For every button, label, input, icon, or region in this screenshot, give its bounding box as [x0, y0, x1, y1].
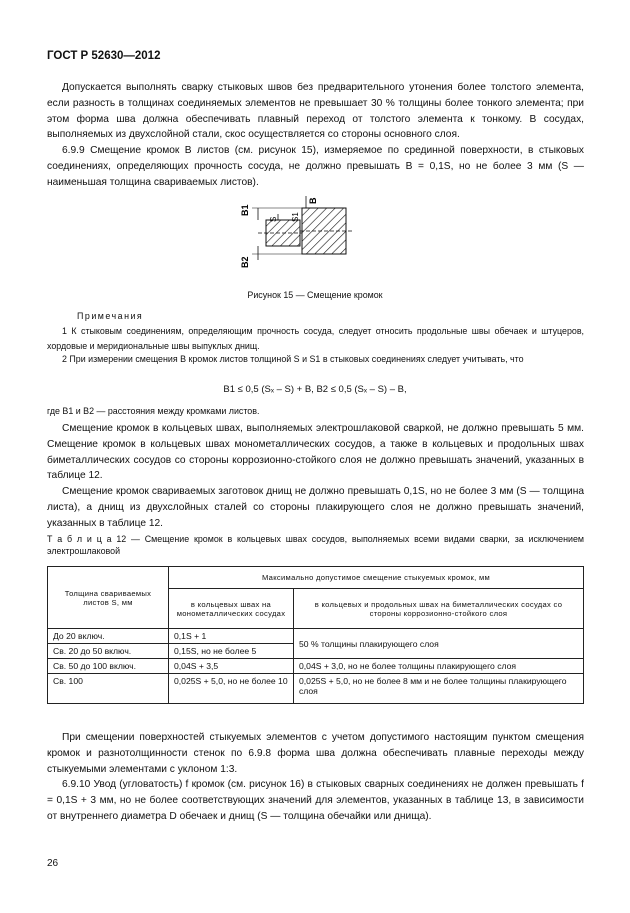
table-cell: Св. 50 до 100 включ. [48, 659, 169, 674]
paragraph-surface-offset: При смещении поверхностей стыкуемых элементов с учетом допустимого настоящим пунктом смещения кромок и разнотолщинности стенок по 6.9.8 форма шва должна обеспечивать плавные переходы между стыкуемыми элементами с уклоном 1:3. [47, 732, 584, 775]
th-thickness: Толщина свариваемых листов S, мм [48, 567, 169, 629]
note-1: 1 К стыковым соединениям, определяющим прочность сосуда, следует относить продольные швы обечаек и штуцеров, хордовые и меридиональные швы выпуклых днищ. [47, 326, 584, 351]
paragraph-6-9-9: 6.9.9 Смещение кромок B листов (см. рисунок 15), измеряемое по срединной поверхности, в стыковых соединениях, определяющих прочность сосуда, не должно превышать B = 0,1S, но не более 3 мм (S — наименьшая толщина свариваемых листов). [47, 145, 584, 188]
label-s1: S1 [291, 212, 300, 222]
table-cell: Св. 100 [48, 674, 169, 704]
notes-title: Примечания [77, 311, 144, 321]
paragraph-heads: Смещение кромок свариваемых заготовок днищ не должно превышать 0,1S, но не более 3 мм (S — толщина листа), а днищ из двухслойных сталей со стороны плакирующего слоя не должно превышать значений, указанных в таблице 12. [47, 486, 584, 529]
document-header: ГОСТ Р 52630—2012 [47, 50, 161, 62]
label-b: B [308, 197, 318, 204]
table-cell: Св. 20 до 50 включ. [48, 644, 169, 659]
table-cell: 0,025S + 5,0, но не более 8 мм и не более толщины плакирующего слоя [294, 674, 584, 704]
th-bimetal: в кольцевых и продольных швах на биметаллических сосудах со стороны коррозионно-стойкого слоя [294, 589, 584, 629]
table-cell: До 20 включ. [48, 629, 169, 644]
table-cell-merged: 50 % толщины плакирующего слоя [294, 629, 584, 659]
table-12-caption: Т а б л и ц а 12 — Смещение кромок в кольцевых швах сосудов, выполняемых всеми видами сварки, за исключением электрошлаковой [47, 534, 584, 556]
table-cell: 0,15S, но не более 5 [169, 644, 294, 659]
label-s: S [269, 216, 278, 222]
where-clause: где B1 и B2 — расстояния между кромками листов. [47, 406, 260, 416]
figure-15-edge-offset [236, 188, 356, 278]
table-cell: 0,04S + 3,5 [169, 659, 294, 674]
paragraph-electroslag: Смещение кромок в кольцевых швах, выполняемых электрошлаковой сваркой, не должно превышать 5 мм. Смещение кромок в кольцевых швах монометаллических сосудов, а также в кольцевых и продольных швах биметаллических сосудов со стороны коррозионно-стойкого слоя не должно превышать значений, указанных в таблице 12. [47, 423, 584, 482]
table-cell: 0,1S + 1 [169, 629, 294, 644]
table-cell: 0,025S + 5,0, но не более 10 [169, 674, 294, 704]
table-12 [47, 566, 584, 704]
table-cell: 0,04S + 3,0, но не более толщины плакирующего слоя [294, 659, 584, 674]
label-b2: B2 [240, 256, 250, 268]
label-b1: B1 [240, 204, 250, 216]
note-2: 2 При измерении смещения B кромок листов толщиной S и S1 в стыковых соединениях следует учитывать, что [62, 354, 524, 364]
th-mono: в кольцевых швах на монометаллических сосудах [169, 589, 294, 629]
formula-b1-b2: B1 ≤ 0,5 (Sₓ – S) + B, B2 ≤ 0,5 (Sₓ – S) – B, [223, 384, 407, 395]
th-max-offset: Максимально допустимое смещение стыкуемых кромок, мм [169, 567, 584, 589]
paragraph-6-9-10: 6.9.10 Увод (угловатость) f кромок (см. рисунок 16) в стыковых сварных соединениях не должен превышать f = 0,1S + 3 мм, но не более соответствующих значений для элементов, указанных в таблице 13, в зависимости от внутреннего диаметра D обечаек и днищ (S — толщина обечайки или днища). [47, 779, 584, 822]
page-number: 26 [47, 858, 59, 869]
paragraph-thickness-transition: Допускается выполнять сварку стыковых швов без предварительного утонения более толстого элемента, если разность в толщинах соединяемых элементов не превышает 30 % толщины более тонкого элемента; при этом форма шва должна обеспечивать плавный переход от толстого элемента к тонкому. В сосудах, выполняемых из двухслойной стали, скос осуществляется со стороны основного слоя. [47, 82, 584, 141]
figure-15-caption: Рисунок 15 — Смещение кромок [247, 290, 383, 300]
